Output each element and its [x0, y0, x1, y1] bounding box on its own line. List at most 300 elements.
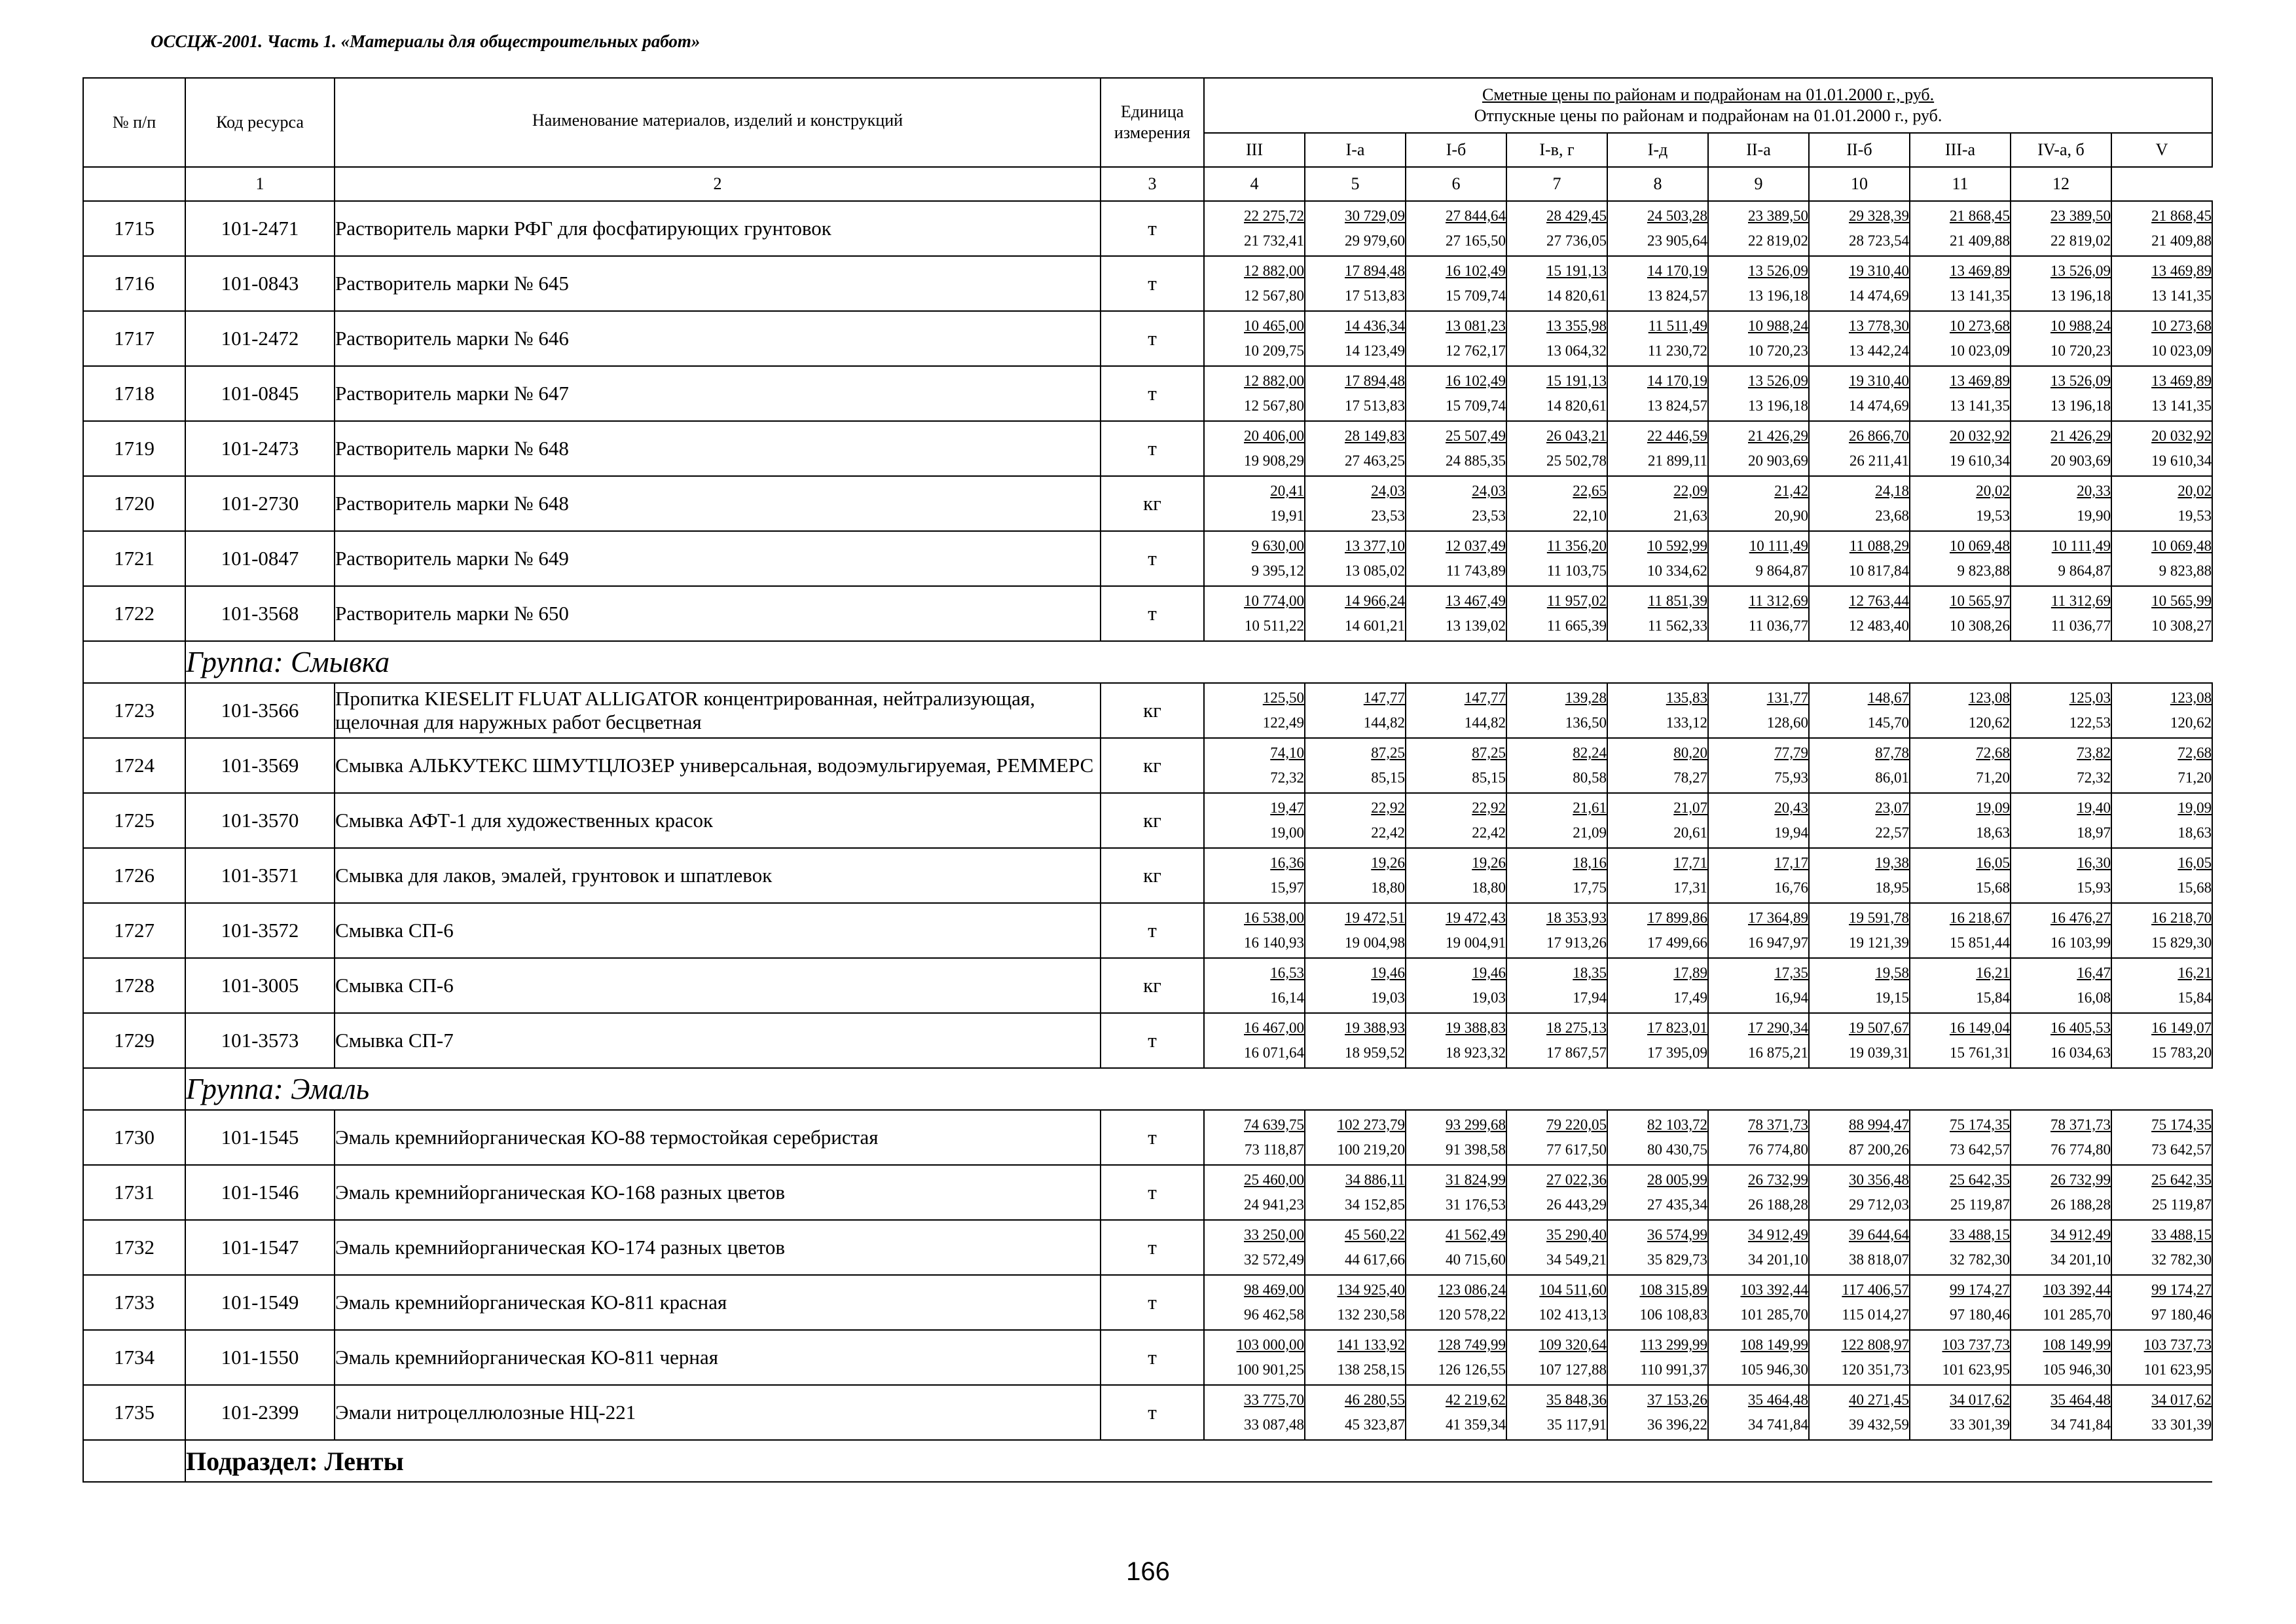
price-cell [1809, 793, 1910, 848]
row-number: 1729 [83, 1013, 185, 1068]
release-price: 122,49 [1262, 714, 1304, 731]
estimated-price: 19,46 [1371, 965, 1405, 981]
release-price: 35 117,91 [1546, 1416, 1607, 1433]
price-cell [1305, 958, 1406, 1013]
price-cell [1204, 1385, 1305, 1440]
estimated-price: 141 133,92 [1337, 1337, 1405, 1353]
release-price: 36 396,22 [1647, 1416, 1707, 1433]
price-cell [2111, 793, 2212, 848]
estimated-price: 72,68 [2178, 745, 2212, 761]
estimated-price: 10 069,48 [2151, 538, 2212, 554]
row-number: 1720 [83, 476, 185, 531]
price-cell [1708, 256, 1809, 311]
estimated-price: 13 526,09 [1748, 373, 1808, 389]
price-cell [1305, 1165, 1406, 1220]
price-cell [1607, 1220, 1708, 1275]
estimated-price: 28 149,83 [1345, 428, 1405, 444]
price-cell [1607, 256, 1708, 311]
price-cell [1910, 848, 2011, 903]
price-cell [1204, 738, 1305, 793]
estimated-price: 19 388,93 [1345, 1020, 1405, 1036]
estimated-price: 19 472,51 [1345, 910, 1405, 926]
price-cell [1607, 903, 1708, 958]
estimated-price: 28 429,45 [1546, 208, 1607, 224]
price-cell [1607, 1110, 1708, 1165]
unit-of-measure: т [1101, 1385, 1204, 1440]
row-number: 1719 [83, 421, 185, 476]
price-cell [1204, 1165, 1305, 1220]
release-price: 16 103,99 [2050, 934, 2111, 951]
estimated-price: 17,17 [1774, 855, 1808, 871]
release-price: 18,63 [2178, 824, 2212, 841]
price-cell [1910, 201, 2011, 256]
release-price: 17 867,57 [1546, 1044, 1607, 1061]
estimated-price: 82 103,72 [1647, 1116, 1707, 1133]
estimated-price: 23 389,50 [1748, 208, 1808, 224]
price-cell [1708, 311, 1809, 366]
group-row-blank [83, 1440, 185, 1482]
estimated-price: 29 328,39 [1849, 208, 1909, 224]
price-cell [1506, 1220, 1607, 1275]
release-price: 18,97 [2077, 824, 2111, 841]
estimated-price: 19 591,78 [1849, 910, 1909, 926]
estimated-price: 104 511,60 [1539, 1282, 1607, 1298]
release-price: 18,80 [1371, 879, 1405, 896]
release-price: 22,57 [1875, 824, 1909, 841]
price-cell [1204, 421, 1305, 476]
price-cell [1506, 1165, 1607, 1220]
estimated-price: 108 149,99 [2043, 1337, 2111, 1353]
price-cell [2011, 1110, 2111, 1165]
header-region: II-б [1809, 133, 1910, 167]
release-price: 120 578,22 [1438, 1306, 1506, 1323]
estimated-price: 125,50 [1262, 690, 1304, 706]
price-cell [1406, 476, 1506, 531]
estimated-price: 19,09 [1976, 800, 2010, 816]
estimated-price: 103 737,73 [2143, 1337, 2212, 1353]
estimated-price: 19,46 [1472, 965, 1506, 981]
release-price: 19 610,34 [1950, 452, 2010, 469]
price-cell [1607, 1385, 1708, 1440]
price-cell [2011, 1385, 2111, 1440]
estimated-price: 13 469,89 [2151, 373, 2212, 389]
estimated-price: 15 191,13 [1546, 373, 1607, 389]
material-name: Растворитель марки № 645 [335, 256, 1101, 311]
release-price: 20,90 [1774, 507, 1808, 524]
release-price: 11 103,75 [1546, 563, 1607, 579]
price-cell [2011, 1165, 2111, 1220]
estimated-price: 10 774,00 [1244, 593, 1304, 609]
release-price: 25 119,87 [1950, 1196, 2010, 1213]
estimated-price: 99 174,27 [2151, 1282, 2212, 1298]
price-cell [1305, 1110, 1406, 1165]
release-price: 10 720,23 [2050, 342, 2111, 359]
price-cell [2111, 1330, 2212, 1385]
release-price: 110 991,37 [1640, 1361, 1707, 1378]
release-price: 29 979,60 [1345, 232, 1405, 249]
price-cell [1607, 1013, 1708, 1068]
row-number: 1718 [83, 366, 185, 421]
table-row [83, 1385, 2212, 1440]
release-price: 144,82 [1363, 714, 1405, 731]
price-cell [2111, 256, 2212, 311]
table-row [83, 421, 2212, 476]
estimated-price: 19,47 [1270, 800, 1304, 816]
price-cell [1204, 1110, 1305, 1165]
price-cell [1406, 958, 1506, 1013]
material-name: Растворитель марки № 650 [335, 586, 1101, 641]
price-cell [1708, 683, 1809, 738]
release-price: 16 071,64 [1244, 1044, 1304, 1061]
estimated-price: 109 320,64 [1539, 1337, 1607, 1353]
price-cell [2111, 1165, 2212, 1220]
release-price: 19 004,91 [1446, 934, 1506, 951]
estimated-price: 30 356,48 [1849, 1172, 1909, 1188]
release-price: 34 201,10 [2050, 1251, 2111, 1268]
price-cell [1305, 1275, 1406, 1330]
estimated-price: 103 392,44 [2043, 1282, 2111, 1298]
estimated-price: 125,03 [2069, 690, 2111, 706]
estimated-price: 99 174,27 [1950, 1282, 2010, 1298]
price-cell [1910, 311, 2011, 366]
estimated-price: 128 749,99 [1438, 1337, 1506, 1353]
estimated-price: 122 808,97 [1841, 1337, 1909, 1353]
group-row-blank [83, 641, 185, 683]
release-price: 16,76 [1774, 879, 1808, 896]
price-cell [1708, 586, 1809, 641]
release-price: 13 824,57 [1647, 287, 1707, 304]
release-price: 15,68 [1976, 879, 2010, 896]
material-name: Эмаль кремнийорганическая КО-168 разных цветов [335, 1165, 1101, 1220]
release-price: 128,60 [1766, 714, 1808, 731]
release-price: 12 567,80 [1244, 397, 1304, 414]
price-cell [1406, 903, 1506, 958]
estimated-price: 16 102,49 [1446, 373, 1506, 389]
price-cell [1305, 738, 1406, 793]
price-cell [1809, 848, 1910, 903]
header-region: I-а [1305, 133, 1406, 167]
price-cell [1809, 421, 1910, 476]
price-cell [1607, 201, 1708, 256]
estimated-price: 33 775,70 [1244, 1392, 1304, 1408]
estimated-price: 19,09 [2178, 800, 2212, 816]
estimated-price: 18 353,93 [1546, 910, 1607, 926]
estimated-price: 23 389,50 [2050, 208, 2111, 224]
estimated-price: 26 866,70 [1849, 428, 1909, 444]
price-cell [1506, 683, 1607, 738]
price-cell [1506, 958, 1607, 1013]
estimated-price: 16 149,04 [1950, 1020, 2010, 1036]
estimated-price: 36 574,99 [1647, 1227, 1707, 1243]
estimated-price: 23,07 [1875, 800, 1909, 816]
release-price: 19,90 [2077, 507, 2111, 524]
estimated-price: 19 507,67 [1849, 1020, 1909, 1036]
unit-of-measure: т [1101, 256, 1204, 311]
price-cell [2011, 531, 2111, 586]
price-cell [1204, 476, 1305, 531]
table-row [83, 256, 2212, 311]
price-cell [1607, 1165, 1708, 1220]
release-price: 25 119,87 [2151, 1196, 2212, 1213]
resource-code: 101-3573 [185, 1013, 335, 1068]
price-cell [2111, 1110, 2212, 1165]
estimated-price: 20,33 [2077, 483, 2111, 499]
price-cell [1305, 683, 1406, 738]
release-price: 40 715,60 [1446, 1251, 1506, 1268]
price-cell [1607, 311, 1708, 366]
release-price: 33 087,48 [1244, 1416, 1304, 1433]
price-cell [1204, 848, 1305, 903]
header-column-number: 1 [185, 167, 335, 201]
price-cell [1607, 421, 1708, 476]
estimated-price: 147,77 [1464, 690, 1506, 706]
release-price: 96 462,58 [1244, 1306, 1304, 1323]
estimated-price: 27 844,64 [1446, 208, 1506, 224]
estimated-price: 11 851,39 [1647, 593, 1707, 609]
price-cell [1406, 1330, 1506, 1385]
release-price: 32 782,30 [1950, 1251, 2010, 1268]
price-cell [1910, 476, 2011, 531]
price-cell [1305, 201, 1406, 256]
row-number: 1726 [83, 848, 185, 903]
header-column-number: 4 [1204, 167, 1305, 201]
release-price: 27 435,34 [1647, 1196, 1707, 1213]
resource-code: 101-3566 [185, 683, 335, 738]
estimated-price: 15 191,13 [1546, 263, 1607, 279]
estimated-price: 75 174,35 [1950, 1116, 2010, 1133]
header-region: I-в, г [1506, 133, 1607, 167]
release-price: 24 941,23 [1244, 1196, 1304, 1213]
release-price: 13 141,35 [1950, 287, 2010, 304]
price-cell [1506, 586, 1607, 641]
price-cell [1506, 1275, 1607, 1330]
price-cell [1809, 1275, 1910, 1330]
estimated-price: 14 436,34 [1345, 318, 1405, 334]
estimated-price: 24,18 [1875, 483, 1909, 499]
estimated-price: 25 642,35 [2151, 1172, 2212, 1188]
price-cell [2111, 366, 2212, 421]
estimated-price: 11 312,69 [2050, 593, 2111, 609]
header-region: I-б [1406, 133, 1506, 167]
unit-of-measure: т [1101, 311, 1204, 366]
unit-of-measure: т [1101, 1013, 1204, 1068]
release-price: 18,63 [1976, 824, 2010, 841]
release-price: 136,50 [1565, 714, 1607, 731]
price-cell [1204, 366, 1305, 421]
material-name: Растворитель марки № 648 [335, 476, 1101, 531]
estimated-price: 79 220,05 [1546, 1116, 1607, 1133]
price-cell [1204, 256, 1305, 311]
release-price: 26 211,41 [1849, 452, 1909, 469]
release-price: 10 817,84 [1849, 563, 1909, 579]
estimated-price: 123 086,24 [1438, 1282, 1506, 1298]
price-cell [1607, 586, 1708, 641]
release-price: 73 118,87 [1244, 1141, 1304, 1158]
header-region: III-а [1910, 133, 2011, 167]
price-cell [1708, 421, 1809, 476]
price-cell [1910, 1330, 2011, 1385]
release-price: 15 761,31 [1950, 1044, 2010, 1061]
estimated-price: 14 966,24 [1345, 593, 1405, 609]
price-cell [1708, 958, 1809, 1013]
resource-code: 101-1546 [185, 1165, 335, 1220]
price-cell [1708, 366, 1809, 421]
unit-of-measure: кг [1101, 476, 1204, 531]
release-price: 25 502,78 [1546, 452, 1607, 469]
unit-of-measure: т [1101, 903, 1204, 958]
price-cell [1305, 586, 1406, 641]
price-cell [2011, 683, 2111, 738]
estimated-price: 10 465,00 [1244, 318, 1304, 334]
resource-code: 101-0847 [185, 531, 335, 586]
table-row [83, 958, 2212, 1013]
unit-of-measure: т [1101, 1330, 1204, 1385]
release-price: 17,49 [1673, 989, 1707, 1006]
header-column-number-blank [83, 167, 185, 201]
page-number: 166 [1126, 1557, 1170, 1586]
estimated-price: 13 526,09 [2050, 263, 2111, 279]
estimated-price: 74 639,75 [1244, 1116, 1304, 1133]
resource-code: 101-3569 [185, 738, 335, 793]
release-price: 27 736,05 [1546, 232, 1607, 249]
release-price: 19,94 [1774, 824, 1808, 841]
subsection-heading: Подраздел: Ленты [185, 1440, 2212, 1482]
estimated-price: 17 894,48 [1345, 373, 1405, 389]
estimated-price: 35 290,40 [1546, 1227, 1607, 1243]
price-cell [1406, 1110, 1506, 1165]
price-title-release: Отпускные цены по районам и подрайонам на 01.01.2000 г., руб. [1474, 106, 1942, 125]
estimated-price: 19,40 [2077, 800, 2111, 816]
price-cell [1607, 958, 1708, 1013]
price-cell [1607, 1330, 1708, 1385]
price-cell [1305, 366, 1406, 421]
estimated-price: 78 371,73 [1748, 1116, 1808, 1133]
price-cell [1204, 793, 1305, 848]
material-name: Смывка СП-7 [335, 1013, 1101, 1068]
estimated-price: 11 511,49 [1648, 318, 1707, 334]
estimated-price: 82,24 [1573, 745, 1607, 761]
release-price: 13 139,02 [1446, 618, 1506, 634]
price-cell [2111, 421, 2212, 476]
release-price: 10 023,09 [2151, 342, 2212, 359]
release-price: 80 430,75 [1647, 1141, 1707, 1158]
release-price: 80,58 [1573, 769, 1607, 786]
release-price: 85,15 [1371, 769, 1405, 786]
estimated-price: 20,02 [2178, 483, 2212, 499]
price-cell [1910, 958, 2011, 1013]
release-price: 78,27 [1673, 769, 1707, 786]
estimated-price: 16 149,07 [2151, 1020, 2212, 1036]
estimated-price: 13 377,10 [1345, 538, 1405, 554]
price-cell [1506, 1385, 1607, 1440]
estimated-price: 33 250,00 [1244, 1227, 1304, 1243]
material-name: Растворитель марки № 648 [335, 421, 1101, 476]
row-number: 1734 [83, 1330, 185, 1385]
estimated-price: 16 476,27 [2050, 910, 2111, 926]
price-cell [1406, 586, 1506, 641]
estimated-price: 46 280,55 [1345, 1392, 1405, 1408]
release-price: 11 562,33 [1647, 618, 1707, 634]
price-cell [1910, 256, 2011, 311]
material-name: Эмаль кремнийорганическая КО-811 черная [335, 1330, 1101, 1385]
estimated-price: 74,10 [1270, 745, 1304, 761]
release-price: 22,42 [1371, 824, 1405, 841]
price-cell [2011, 476, 2111, 531]
price-cell [1406, 256, 1506, 311]
material-name: Растворитель марки № 647 [335, 366, 1101, 421]
release-price: 15 783,20 [2151, 1044, 2212, 1061]
estimated-price: 139,28 [1565, 690, 1607, 706]
price-cell [1708, 1275, 1809, 1330]
estimated-price: 13 469,89 [2151, 263, 2212, 279]
release-price: 133,12 [1666, 714, 1707, 731]
header-column-number: 3 [1101, 167, 1204, 201]
price-cell [1506, 201, 1607, 256]
estimated-price: 11 957,02 [1546, 593, 1607, 609]
release-price: 15 829,30 [2151, 934, 2212, 951]
release-price: 16,08 [2077, 989, 2111, 1006]
header-column-number: 7 [1506, 167, 1607, 201]
release-price: 101 623,95 [1942, 1361, 2010, 1378]
price-cell [1708, 903, 1809, 958]
row-number: 1716 [83, 256, 185, 311]
estimated-price: 87,25 [1371, 745, 1405, 761]
estimated-price: 26 732,99 [1748, 1172, 1808, 1188]
estimated-price: 17 823,01 [1647, 1020, 1707, 1036]
release-price: 87 200,26 [1849, 1141, 1909, 1158]
release-price: 26 188,28 [1748, 1196, 1808, 1213]
release-price: 29 712,03 [1849, 1196, 1909, 1213]
release-price: 97 180,46 [1950, 1306, 2010, 1323]
release-price: 13 196,18 [2050, 287, 2111, 304]
release-price: 17 499,66 [1647, 934, 1707, 951]
release-price: 20 903,69 [2050, 452, 2111, 469]
release-price: 34 741,84 [1748, 1416, 1808, 1433]
estimated-price: 21 868,45 [1950, 208, 2010, 224]
header-region: V [2111, 133, 2212, 167]
release-price: 107 127,88 [1539, 1361, 1607, 1378]
release-price: 12 762,17 [1446, 342, 1506, 359]
release-price: 26 443,29 [1546, 1196, 1607, 1213]
price-cell [1506, 256, 1607, 311]
release-price: 13 442,24 [1849, 342, 1909, 359]
estimated-price: 10 273,68 [1950, 318, 2010, 334]
release-price: 13 196,18 [1748, 287, 1808, 304]
estimated-price: 10 111,49 [1749, 538, 1808, 554]
price-cell [1809, 1385, 1910, 1440]
material-name: Растворитель марки № 646 [335, 311, 1101, 366]
release-price: 17 513,83 [1345, 397, 1405, 414]
price-cell [1809, 311, 1910, 366]
price-cell [2011, 1013, 2111, 1068]
price-cell [2011, 1220, 2111, 1275]
release-price: 14 601,21 [1345, 618, 1405, 634]
unit-of-measure: т [1101, 1165, 1204, 1220]
estimated-price: 103 000,00 [1236, 1337, 1304, 1353]
resource-code: 101-0845 [185, 366, 335, 421]
price-cell [1506, 1013, 1607, 1068]
estimated-price: 131,77 [1766, 690, 1808, 706]
release-price: 10 209,75 [1244, 342, 1304, 359]
table-row [83, 366, 2212, 421]
price-cell [1204, 531, 1305, 586]
price-cell [1910, 1165, 2011, 1220]
release-price: 97 180,46 [2151, 1306, 2212, 1323]
estimated-price: 17 364,89 [1748, 910, 1808, 926]
unit-of-measure: т [1101, 1110, 1204, 1165]
unit-of-measure: кг [1101, 793, 1204, 848]
group-heading: Группа: Эмаль [185, 1068, 2212, 1110]
